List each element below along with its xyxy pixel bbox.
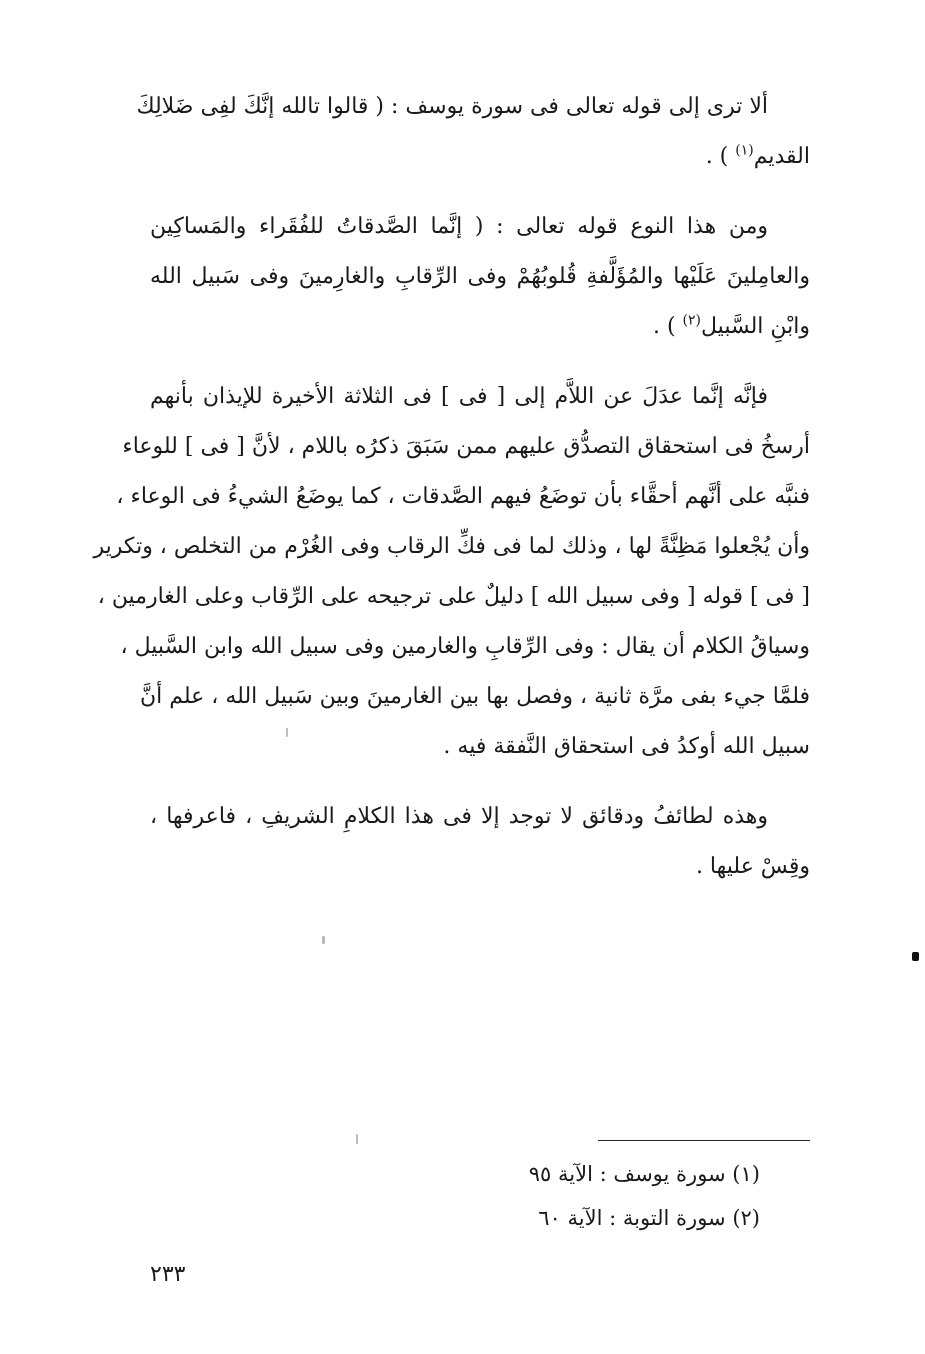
paragraph-1	[136, 82, 810, 182]
text-line: ألا ترى إلى قوله تعالى فى سورة يوسف : ( قالوا تالله إنَّكَ لفِى ضَلالِكَ	[136, 94, 768, 119]
text-line: وسياقُ الكلام أن يقال : وفى الرِّقابِ والغارمين وفى سبيل الله وابن السَّبيل ،	[120, 634, 810, 659]
text-fragment: ) .	[652, 314, 676, 339]
text-line: [ فى ] قوله [ وفى سبيل الله ] دليلٌ على ترجيحه على الرِّقاب وعلى الغارمين ،	[97, 584, 810, 609]
page-number: ٢٣٣	[150, 1262, 186, 1287]
text-line: فنبَّه على أنَّهم أحقَّاء بأن توضَعُ فيهم الصَّدقات ، كما يوضَعُ الشيءُ فى الوعاء ،	[116, 484, 810, 509]
text-line: فإنَّه إنَّما عدَلَ عن اللاَّم إلى [ فى ] فى الثلاثة الأخيرة للإيذان بأنهم	[150, 384, 768, 409]
text-line: ومن هذا النوع قوله تعالى : ( إنَّما الصَّدقاتُ للفُقَراء والمَساكِين	[150, 214, 768, 239]
text-line: وقِسْ عليها .	[695, 854, 810, 879]
text-line-with-footnote	[150, 132, 810, 182]
page-body	[93, 82, 810, 912]
footnote-1: (١) سورة يوسف : الآية ٩٥	[528, 1162, 760, 1186]
text-line-with-footnote	[150, 302, 810, 352]
paragraph-2	[150, 202, 810, 352]
footnote-2: (٢) سورة التوبة : الآية ٦٠	[538, 1206, 760, 1230]
paragraph-3	[93, 372, 810, 772]
text-fragment: القديم	[753, 144, 810, 169]
scan-speck	[286, 728, 288, 737]
scan-speck	[322, 936, 325, 944]
paragraph-4	[150, 792, 810, 892]
text-fragment: ) .	[705, 144, 729, 169]
text-line: فلمَّا جيء بفى مرَّة ثانية ، وفصل بها بين الغارمينَ وبين سَبيل الله ، علم أنَّ	[139, 684, 810, 709]
margin-mark	[912, 952, 919, 961]
text-fragment: وابْنِ السَّبيل	[701, 314, 810, 339]
text-line: سبيل الله أوكدُ فى استحقاق النَّفقة فيه .	[443, 734, 810, 759]
footnote-ref-1: (١)	[735, 142, 754, 159]
text-line: وهذه لطائفُ ودقائق لا توجد إلا فى هذا الكلامِ الشريفِ ، فاعرفها ،	[150, 804, 768, 829]
footnote-ref-2: (٢)	[682, 312, 702, 329]
footnotes	[380, 1152, 760, 1240]
scan-speck	[356, 1134, 358, 1144]
text-line: وأن يُجْعلوا مَظِنَّةً لها ، وذلك لما فى فكِّ الرقاب وفى الغُرْم من التخلص ، وتكرير	[93, 534, 810, 559]
footnote-separator	[598, 1140, 810, 1141]
text-line: والعامِلينَ عَلَيْها والمُؤَلَّفةِ قُلوبُهُمْ وفى الرِّقابِ والغارِمينَ وفى سَبيل الله	[150, 264, 810, 289]
text-line: أرسخُ فى استحقاق التصدُّق عليهم ممن سَبَقَ ذكرُه باللام ، لأنَّ [ فى ] للوعاء	[122, 434, 810, 459]
